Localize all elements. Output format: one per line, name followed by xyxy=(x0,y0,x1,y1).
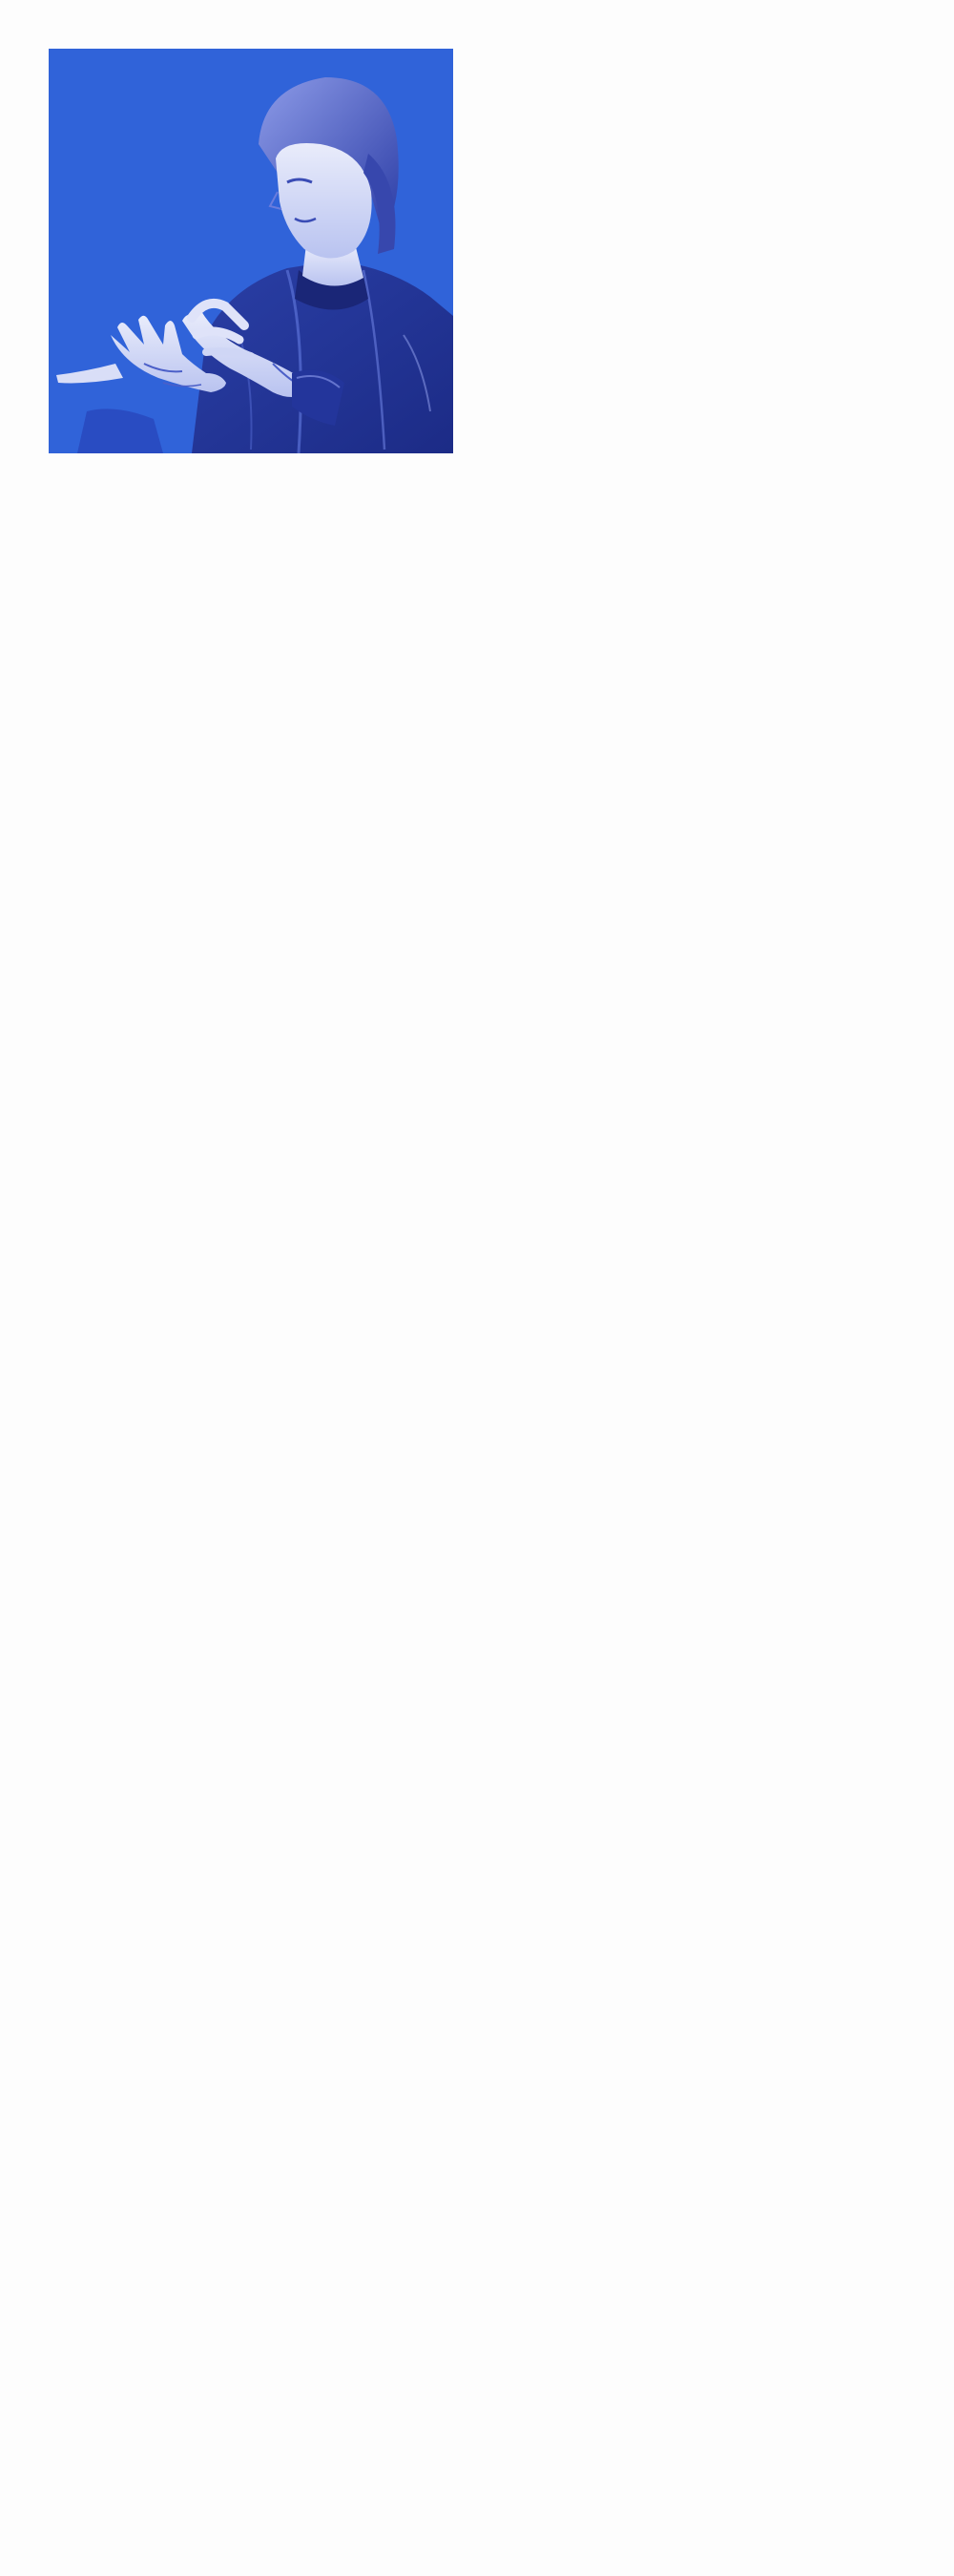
portrait-image[interactable] xyxy=(49,49,453,453)
duotone-portrait-image xyxy=(49,49,453,453)
